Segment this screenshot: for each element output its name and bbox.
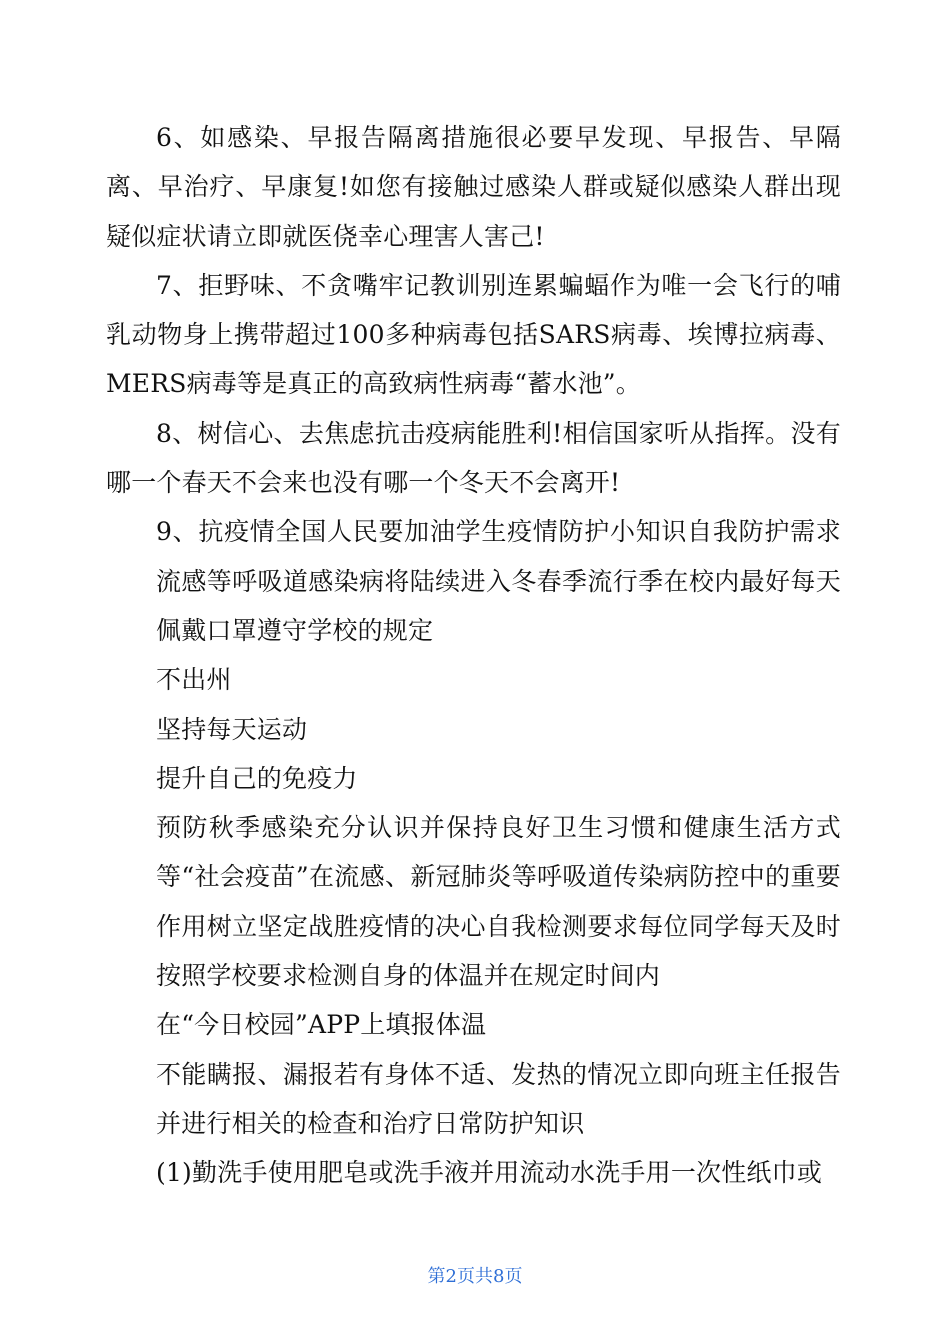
line-daily-exercise: 坚持每天运动: [156, 714, 308, 744]
paragraph-6: 6、如感染、早报告隔离措施很必要早发现、早报告、早隔离、早治疗、早康复!如您有接触过感染人群或疑似感染人群出现疑似症状请立即就医侥幸心理害人害己!: [106, 123, 841, 251]
paragraph-8: 8、树信心、去焦虑抗击疫病能胜利!相信国家听从指挥。没有哪一个春天不会来也没有哪一个冬天不会离开!: [106, 418, 841, 498]
page-number-footer: 第2页共8页: [427, 1266, 523, 1287]
line-immunity: 提升自己的免疫力: [156, 763, 358, 793]
paragraph-7: 7、拒野味、不贪嘴牢记教训别连累蝙蝠作为唯一会飞行的哺乳动物身上携带超过100多种病毒包括SARS病毒、埃博拉病毒、MERS病毒等是真正的高致病性病毒“蓄水池”。: [106, 270, 841, 399]
paragraph-handwashing: (1)勤洗手使用肥皂或洗手液并用流动水洗手用一次性纸巾或: [156, 1158, 823, 1188]
line-stay-in-state: 不出州: [156, 665, 232, 695]
paragraph-prevention: 预防秋季感染充分认识并保持良好卫生习惯和健康生活方式等“社会疫苗”在流感、新冠肺炎等呼吸道传染病防控中的重要作用树立坚定战胜疫情的决心自我检测要求每位同学每天及时按照学校要求检测自身的体温并在规定时间内: [156, 813, 841, 991]
paragraph-9: 9、抗疫情全国人民要加油学生疫情防护小知识自我防护需求流感等呼吸道感染病将陆续进入冬春季流行季在校内最好每天佩戴口罩遵守学校的规定: [156, 517, 841, 645]
document-body: [106, 113, 841, 1198]
paragraph-reporting: 不能瞒报、漏报若有身体不适、发热的情况立即向班主任报告并进行相关的检查和治疗日常防护知识: [156, 1059, 841, 1138]
line-app-report: 在“今日校园”APP上填报体温: [156, 1010, 487, 1040]
